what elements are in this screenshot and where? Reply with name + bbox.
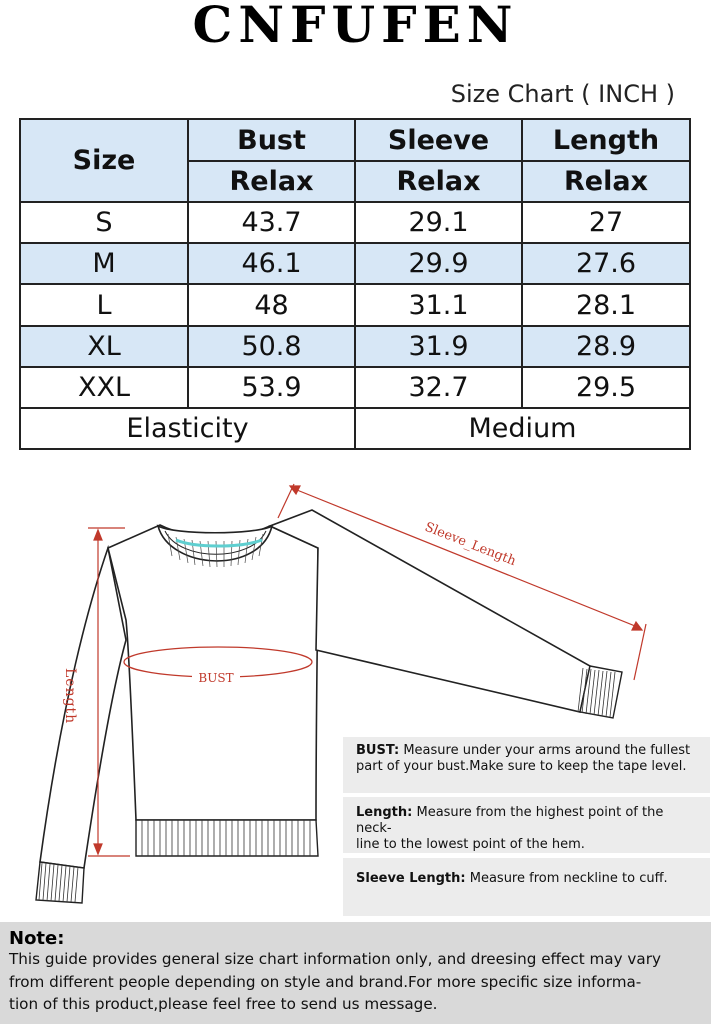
cell-size: L — [20, 284, 188, 325]
cell-length: 28.1 — [522, 284, 690, 325]
cell-length: 28.9 — [522, 326, 690, 367]
cell-sleeve: 31.1 — [355, 284, 522, 325]
table-row — [20, 202, 690, 243]
size-table — [19, 118, 691, 450]
length-info-text-2: line to the lowest point of the hem. — [356, 837, 585, 852]
sleeve-info-label: Sleeve Length: — [356, 871, 466, 886]
cell-size: S — [20, 202, 188, 243]
bust-info-label: BUST: — [356, 743, 400, 758]
table-row — [20, 367, 690, 408]
cell-sleeve: 29.9 — [355, 243, 522, 284]
header-sleeve-sub: Relax — [355, 161, 522, 202]
info-bust — [343, 737, 710, 793]
header-bust-sub: Relax — [188, 161, 355, 202]
cell-bust: 53.9 — [188, 367, 355, 408]
info-sleeve — [343, 858, 710, 916]
brand-title: CNFUFEN — [192, 0, 519, 54]
header-length: Length — [522, 119, 690, 161]
length-label: Length — [62, 668, 78, 725]
sleeve-info-text: Measure from neckline to cuff. — [465, 871, 668, 886]
note-title: Note: — [9, 928, 65, 949]
bust-label: BUST — [198, 671, 234, 685]
cell-bust: 48 — [188, 284, 355, 325]
right-sleeve — [270, 510, 590, 712]
cell-length: 29.5 — [522, 367, 690, 408]
cell-length: 27.6 — [522, 243, 690, 284]
left-sleeve — [40, 548, 126, 868]
cell-sleeve: 32.7 — [355, 367, 522, 408]
hem — [136, 820, 318, 856]
cell-sleeve: 31.9 — [355, 326, 522, 367]
cell-bust: 50.8 — [188, 326, 355, 367]
info-length — [343, 797, 710, 853]
cell-length: 27 — [522, 202, 690, 243]
cell-size: XL — [20, 326, 188, 367]
table-row — [20, 243, 690, 284]
table-row — [20, 284, 690, 325]
elasticity-row — [20, 408, 690, 449]
header-size: Size — [20, 119, 188, 202]
note-line: This guide provides general size chart information only, and dreesing effect may vary — [9, 950, 661, 968]
cell-bust: 43.7 — [188, 202, 355, 243]
cell-sleeve: 29.1 — [355, 202, 522, 243]
cell-size: XXL — [20, 367, 188, 408]
cell-bust: 46.1 — [188, 243, 355, 284]
elasticity-label: Elasticity — [20, 408, 355, 449]
sleeve-label: Sleeve_Length — [422, 519, 518, 570]
table-row — [20, 326, 690, 367]
length-info-text: Measure from the highest point of the neck- — [356, 805, 664, 836]
cell-size: M — [20, 243, 188, 284]
header-length-sub: Relax — [522, 161, 690, 202]
header-bust: Bust — [188, 119, 355, 161]
note-text — [9, 948, 699, 1016]
length-info-label: Length: — [356, 805, 413, 820]
header-sleeve: Sleeve — [355, 119, 522, 161]
bust-info-text: Measure under your arms around the fullest — [399, 743, 691, 758]
chart-title: Size Chart ( INCH ) — [450, 80, 675, 108]
bust-info-text-2: part of your bust.Make sure to keep the tape level. — [356, 759, 687, 774]
elasticity-value: Medium — [355, 408, 690, 449]
note-line: from different people depending on style and brand.For more specific size informa- — [9, 972, 642, 991]
note-line: tion of this product,please feel free to send us message. — [9, 995, 438, 1013]
note-section — [0, 922, 711, 1024]
